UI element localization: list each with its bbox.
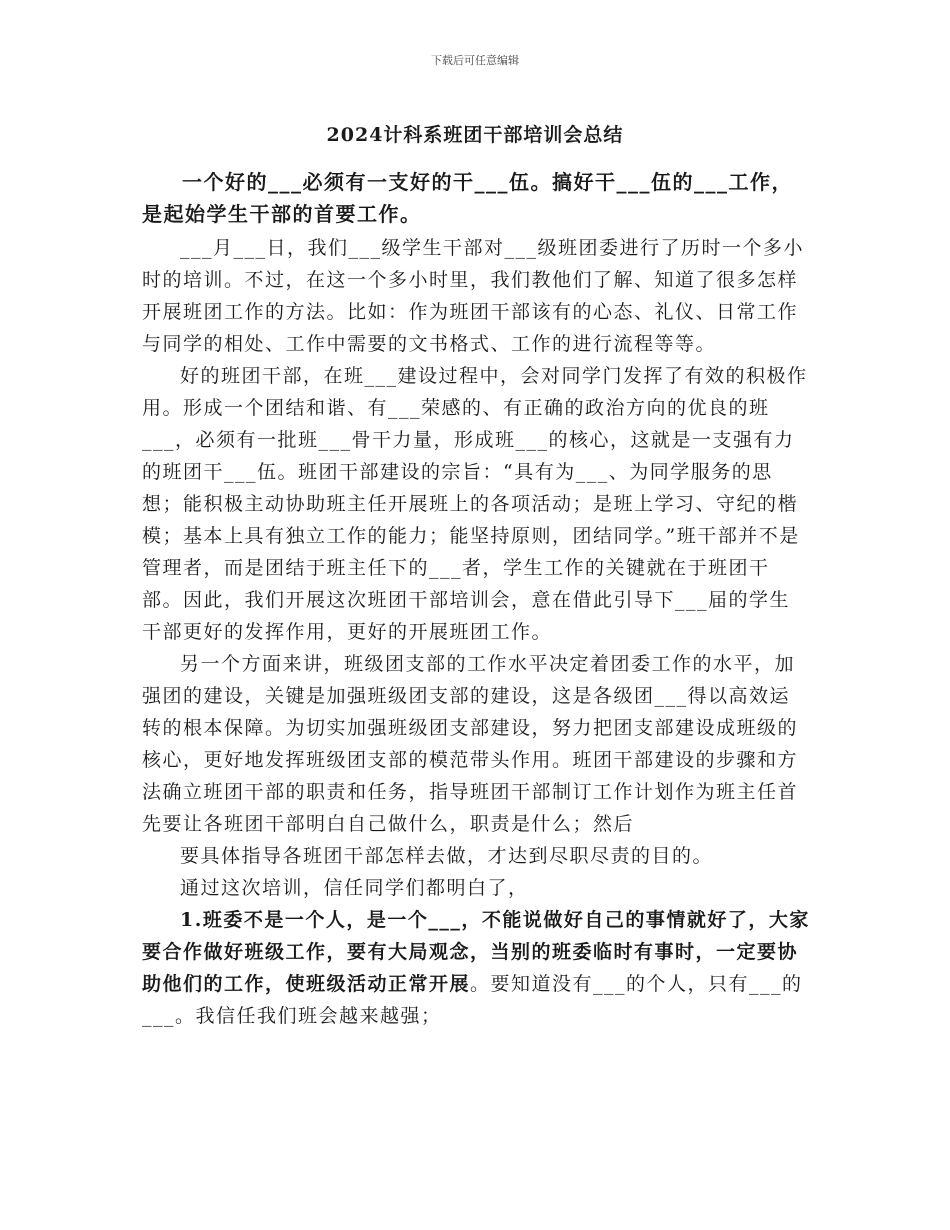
paragraph-guidance: 要具体指导各班团干部怎样去做，才达到尽职尽责的目的。 [180,845,714,867]
paragraph-good-cadres: 好的班团干部，在班___建设过程中，会对同学门发挥了有效的积极作用。形成一个团结和谐、有___荣感的、有正确的政治方向的优良的班___，必须有一批班___骨干力量，形成班___的核心，这就是一支强有力的班团干___伍。班团干部建设的宗旨：“具有为___、为同学服务的思想；能积极主动协助班主任开展班上的各项活动；是班上学习、守纪的楷模；基本上具有独立工作的能力；能坚持原则，团结同学。”班干部并不是管理者，而是团结于班主任下的___者，学生工作的关键就在于班团干部。因此，我们开展这次班团干部培训会，意在借此引导下___届的学生干部更好的发挥作用，更好的开展班团工作。 [142,365,808,643]
header-note: 下载后可任意编辑 [431,54,519,67]
point-1-bold: 1.班委不是一个人，是一个___，不能说做好自己的事情就好了，大家要合作做好班级工作，要有大局观念，当别的班委临时有事时，一定要协助他们的工作，使班级活动正常开展 [142,909,810,995]
paragraph-point-1 [142,904,810,1032]
point-1-rest: 。要知道没有___的个人，只有___的___。我信任我们班会越来越强； [142,973,803,1027]
paragraph-training-date: ___月___日，我们___级学生干部对___级班团委进行了历时一个多小时的培训。不过，在这一个多小时里，我们教他们了解、知道了很多怎样开展班团工作的方法。比如：作为班团干部该有的心态、礼仪、日常工作与同学的相处、工作中需要的文书格式、工作的进行流程等等。 [142,237,805,355]
document-body [142,166,810,1032]
document-title: 2024计科系班团干部培训会总结 [326,124,624,146]
intro-paragraph: 一个好的___必须有一支好的干___伍。搞好干___伍的___工作，是起始学生干部的首要工作。 [142,170,793,226]
paragraph-league-branch: 另一个方面来讲，班级团支部的工作水平决定着团委工作的水平，加强团的建设，关键是加强班级团支部的建设，这是各级团___得以高效运转的根本保障。为切实加强班级团支部建设，努力把团支部建设成班级的核心，更好地发挥班级团支部的模范带头作用。班团干部建设的步骤和方法确立班团干部的职责和任务，指导班团干部制订工作计划作为班主任首先要让各班团干部明白自己做什么，职责是什么；然后 [142,653,799,835]
paragraph-after-training: 通过这次培训，信任同学们都明白了， [180,877,529,899]
